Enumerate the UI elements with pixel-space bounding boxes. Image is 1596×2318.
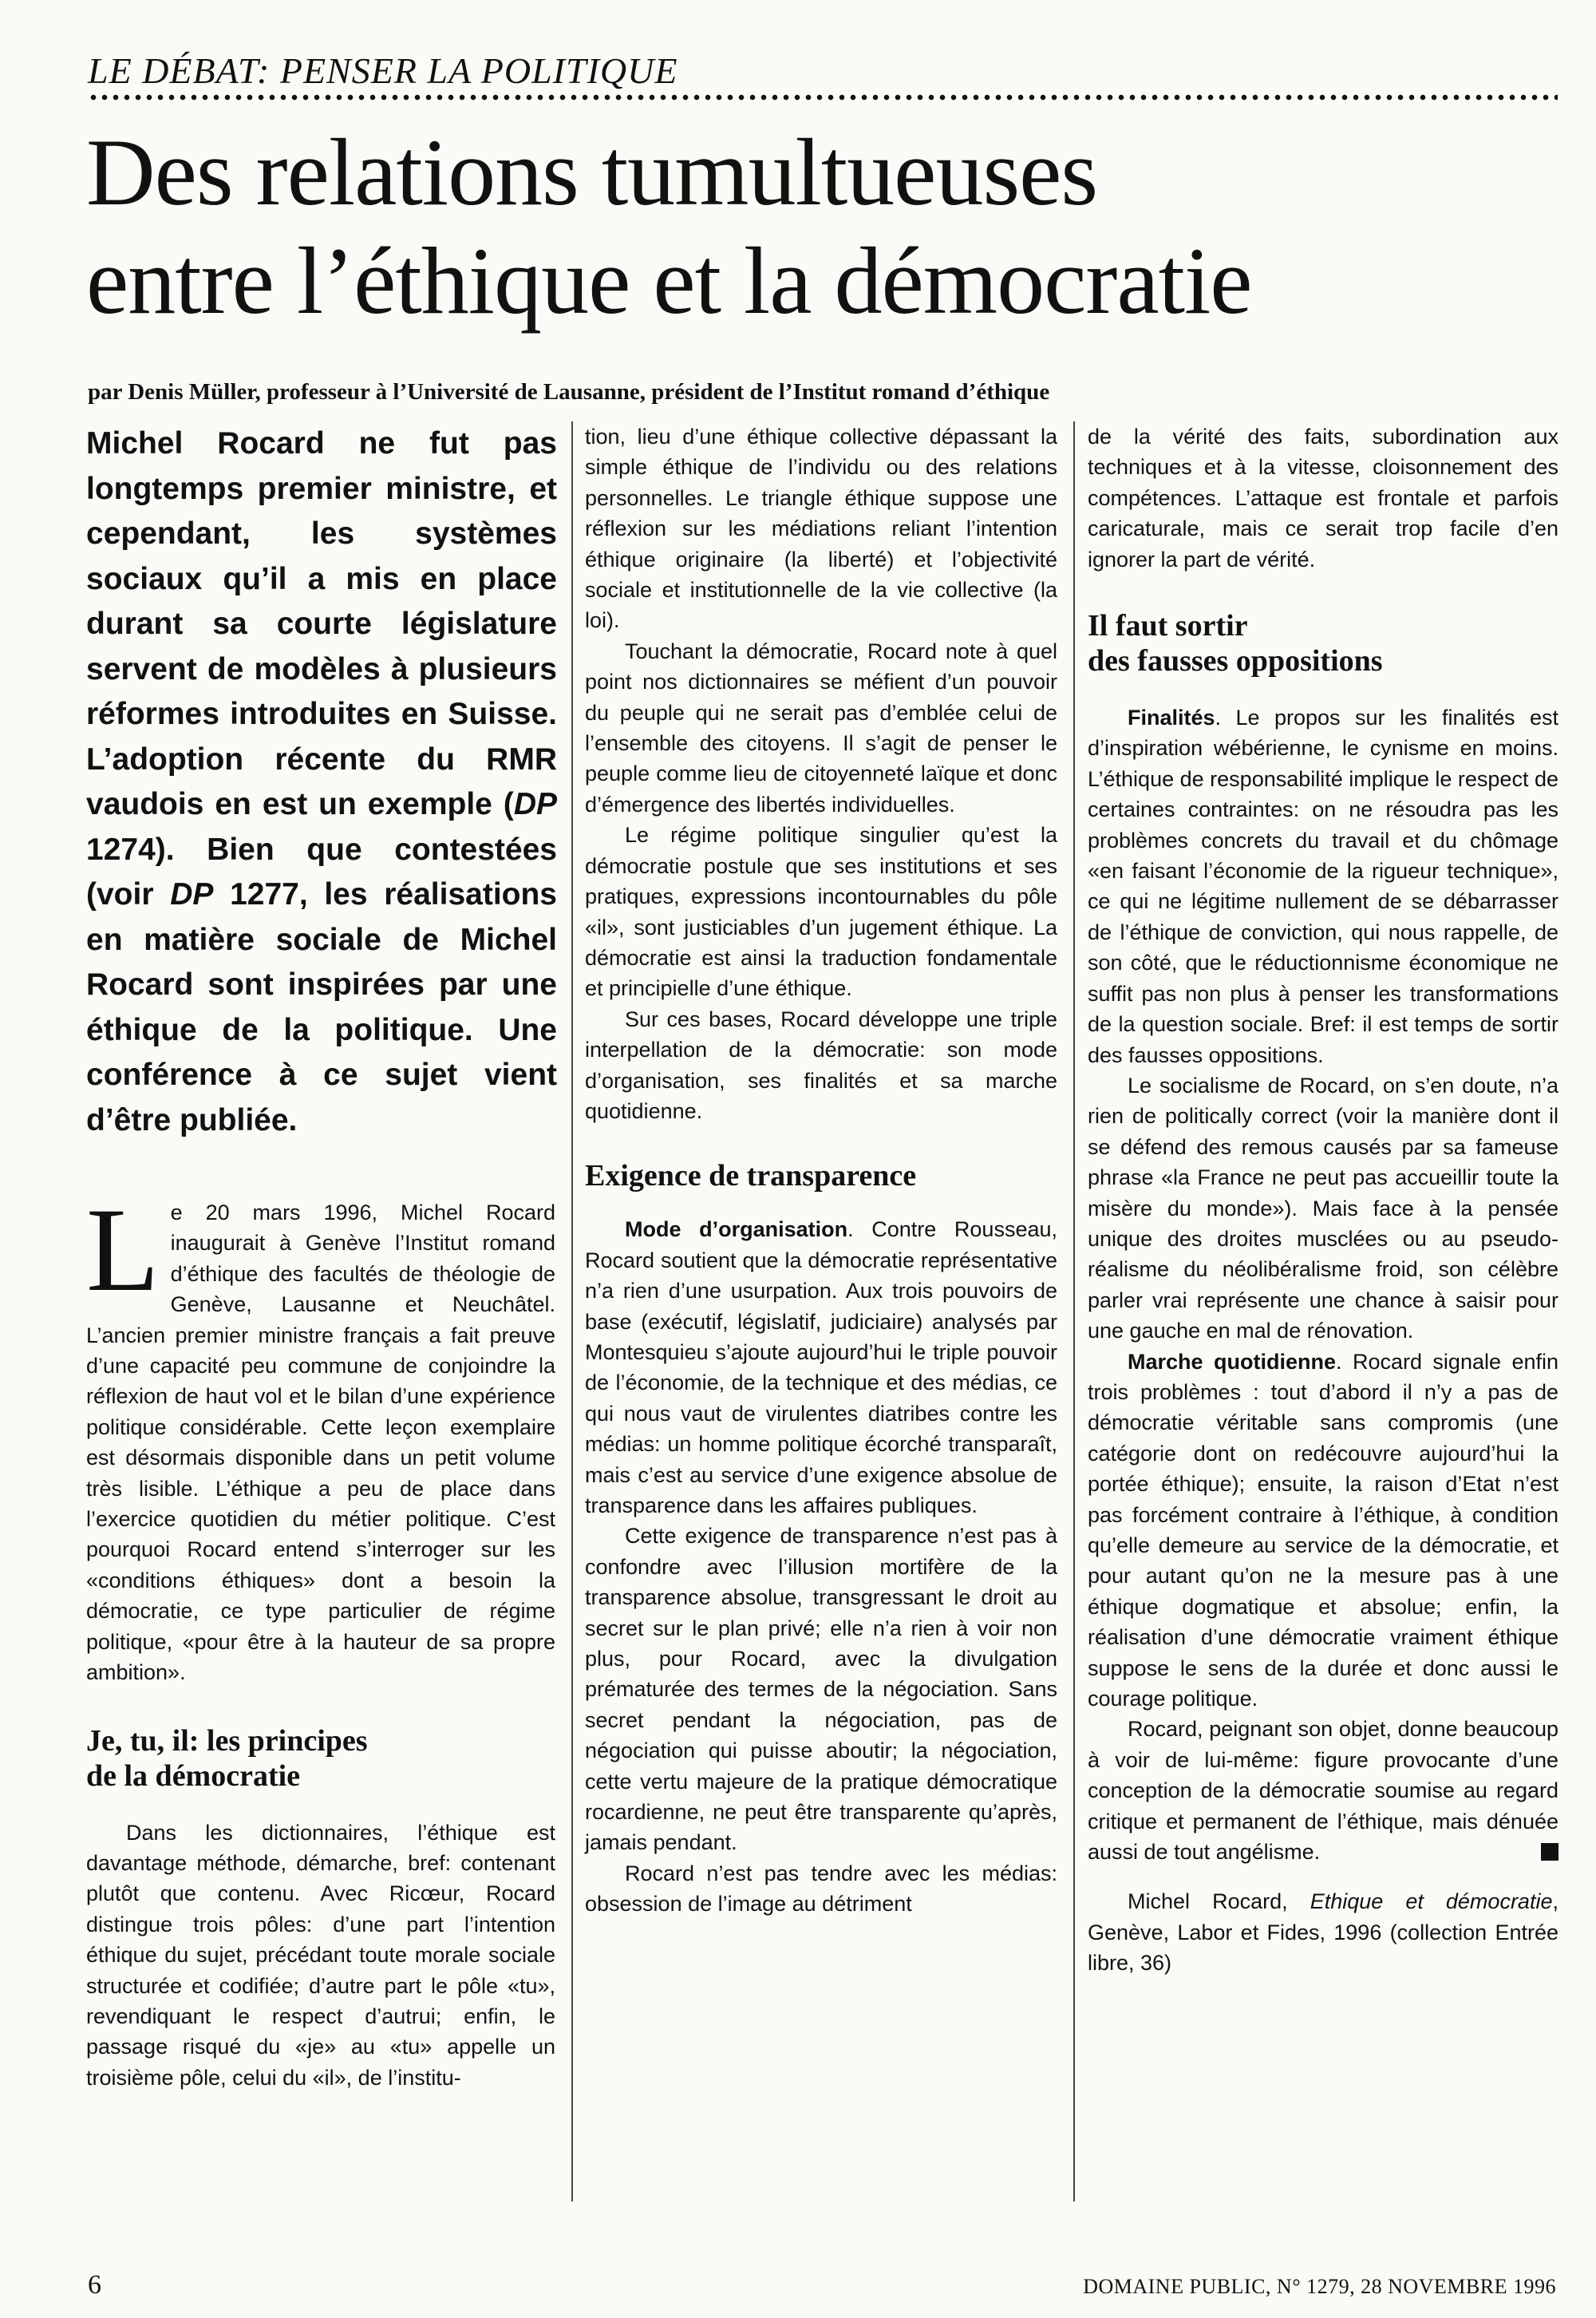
run-in-heading: Marche quotidienne [1128,1349,1336,1374]
column-rule-1 [571,421,573,2201]
paragraph: Le socialisme de Rocard, on s’en doute, n’a rien de politically correct (voir la manière dont il se défend des remous causés par sa fameuse phrase «la France ne peut pas accueillir toute la misère du monde»). Mais face à la pensée unique des droites musclées ou au pseudo-réalisme du néolibéralisme froid, son célèbre parler vrai représente une chance à saisir pour une gauche en mal de rénovation. [1088,1073,1558,1343]
section-kicker: LE DÉBAT: PENSER LA POLITIQUE [88,50,678,91]
drop-cap: L [86,1184,160,1316]
column-1 [86,1184,555,2093]
run-in-heading: Mode d’organisation [625,1217,848,1242]
paragraph: Finalités. Le propos sur les finalités est d’inspiration wébérienne, le cynisme en moins. L’éthique de responsabilité implique le respect de certaines contraintes: on ne résoudra pas les problèmes concrets du travail et du chômage «en faisant l’économie de la rigueur technique», ce qui ne légitime nullement de se débarrasser de l’éthique de conviction, qui nous rappelle, de son côté, que le réductionnisme économique ne suffit pas non plus à penser les transformations de la question sociale. Bref: il est temps de sortir des fausses oppositions. [1088,706,1558,1067]
subheading-principes: Je, tu, il: les principes de la démocratie [86,1723,368,1793]
article-title [86,118,1562,335]
paragraph: de la vérité des faits, subordination aux techniques et à la vitesse, cloisonnement des compétences. L’attaque est frontale et parfois caricaturale, mais ce serait trop facile d’en ignorer la part de vérité. [1088,425,1558,572]
column-3 [1088,421,1558,1979]
publication-info: DOMAINE PUBLIC, N° 1279, 28 NOVEMBRE 1996 [1083,2275,1556,2298]
subheading-transparence: Exigence de transparence [585,1159,917,1193]
end-of-article-mark [1541,1843,1558,1861]
run-in-heading: Finalités [1128,706,1215,730]
title-line-2: entre l’éthique et la démocratie [86,227,1252,334]
page-number: 6 [88,2270,101,2300]
paragraph: Mode d’organisation. Contre Rousseau, Rocard soutient que la démocratie représentative n’a rien d’une usurpation. Aux trois pouvoirs de base (exécutif, législatif, judiciaire) analysés par Montesquieu s’ajoute aujourd’hui le triple pouvoir de l’économie, de la technique et des médias, ce qui nous vaut de virulentes diatribes contre les médias: un homme politique écorché transparaît, mais c’est au service d’une exigence absolue de transparence dans les affaires publiques. [585,1217,1057,1517]
column-rule-2 [1073,421,1075,2201]
paragraph: Rocard n’est pas tendre avec les médias: obsession de l’image au détriment [585,1861,1057,1917]
paragraph: Sur ces bases, Rocard développe une triple interpellation de la démocratie: son mode d’organisation, ses finalités et sa marche quotidienne. [585,1007,1057,1123]
lead-paragraph: Michel Rocard ne fut pas longtemps premier ministre, et cependant, les systèmes sociaux qu’il a mis en place durant sa courte législature servent de modèles à plusieurs réformes introduites en Suisse. L’adoption récente du RMR vaudois en est un exemple (DP 1274). Bien que contestées (voir DP 1277, les réalisations en matière sociale de Michel Rocard sont inspirées par une éthique de la politique. Une conférence à ce sujet vient d’être publiée. [86,426,557,1137]
paragraph: Marche quotidienne. Rocard signale enfin trois problèmes : tout d’abord il n’y a pas de démocratie véritable sans compromis (une catégorie dont on redécouvre aujourd’hui la portée éthique); ensuite, la raison d’Etat n’est pas forcément contraire à l’éthique, à condition qu’elle demeure au service de la démocratie, et pour autant qu’on ne la mesure pas à une éthique dogmatique et absolue; enfin, la réalisation d’une démocratie vraiment éthique suppose le sens de la durée et donc aussi le courage politique. [1088,1349,1558,1711]
reference: Michel Rocard, Ethique et démocratie, Genève, Labor et Fides, 1996 (collection Entrée libre, 36) [1088,1889,1558,1976]
byline: par Denis Müller, professeur à l’Université de Lausanne, président de l’Institut romand d’éthique [88,379,1050,405]
column-2 [585,421,1057,1920]
paragraph: tion, lieu d’une éthique collective dépassant la simple éthique de l’individu ou des relations personnelles. Le triangle éthique suppose une réflexion sur les médiations reliant l’intention éthique originaire (la liberté) et l’objectivité sociale et institutionnelle de la vie collective (la loi). [585,425,1057,633]
subheading-oppositions: Il faut sortir des fausses oppositions [1088,609,1383,678]
paragraph: Le régime politique singulier qu’est la démocratie postule que ses institutions et ses pratiques, expressions incontournables du pôle «il», sont justiciables d’un jugement éthique. La démocratie est ainsi la traduction fondamentale et principielle d’une éthique. [585,823,1057,1001]
paragraph: Rocard, peignant son objet, donne beaucoup à voir de lui-même: figure provocante d’une conception de la démocratie soumise au regard critique et permanent de l’éthique, mais dénuée aussi de tout angélisme. [1088,1717,1558,1865]
paragraph: Dans les dictionnaires, l’éthique est davantage méthode, démarche, bref: contenant plutôt que contenu. Avec Ricœur, Rocard distingue trois pôles: d’une part l’intention éthique du sujet, précédant toute morale sociale structurée et codifiée; d’autre part le pôle «tu», revendiquant le respect d’autrui; enfin, le passage risqué du «je» au «tu» appelle un troisième pôle, celui du «il», de l’institu- [86,1820,555,2090]
dotted-rule [88,94,1558,101]
paragraph: Touchant la démocratie, Rocard note à quel point nos dictionnaires se méfient d’un pouvoir du peuple qui ne serait pas d’emblée celui de l’ensemble des citoyens. Il s’agit de penser le peuple comme lieu de citoyenneté laïque et donc d’émergence des libertés individuelles. [585,639,1057,817]
paragraph: Cette exigence de transparence n’est pas à confondre avec l’illusion mortifère de la transparence absolue, transgressant le droit au secret sur le plan privé; elle n’a rien à voir non plus, pour Rocard, avec la divulgation prématurée des termes de la négociation. Sans secret pendant la négociation, pas de négociation qui puisse aboutir; la négociation, cette vertu majeure de la pratique démocratique rocardienne, ne peut être transparente qu’après, jamais pendant. [585,1524,1057,1855]
intro-paragraph [86,1184,555,1688]
title-line-1: Des relations tumultueuses [86,119,1098,225]
paragraph-text: e 20 mars 1996, Michel Rocard inaugurait à Genève l’Institut romand d’éthique des facultés de théologie de Genève, Lausanne et Neuchâtel. L’ancien premier ministre français a fait preuve d’une capacité peu commune de conjoindre la réflexion de haut vol et le bilan d’une expérience politique considérable. Cette leçon exemplaire est désormais disponible dans un petit volume très lisible. L’éthique a peu de place dans l’exercice quotidien du métier politique. C’est pourquoi Rocard entend s’interroger sur les «conditions éthiques» dont a besoin la démocratie, ce type particulier de régime politique, «pour être à la hauteur de sa propre ambition». [86,1201,555,1685]
